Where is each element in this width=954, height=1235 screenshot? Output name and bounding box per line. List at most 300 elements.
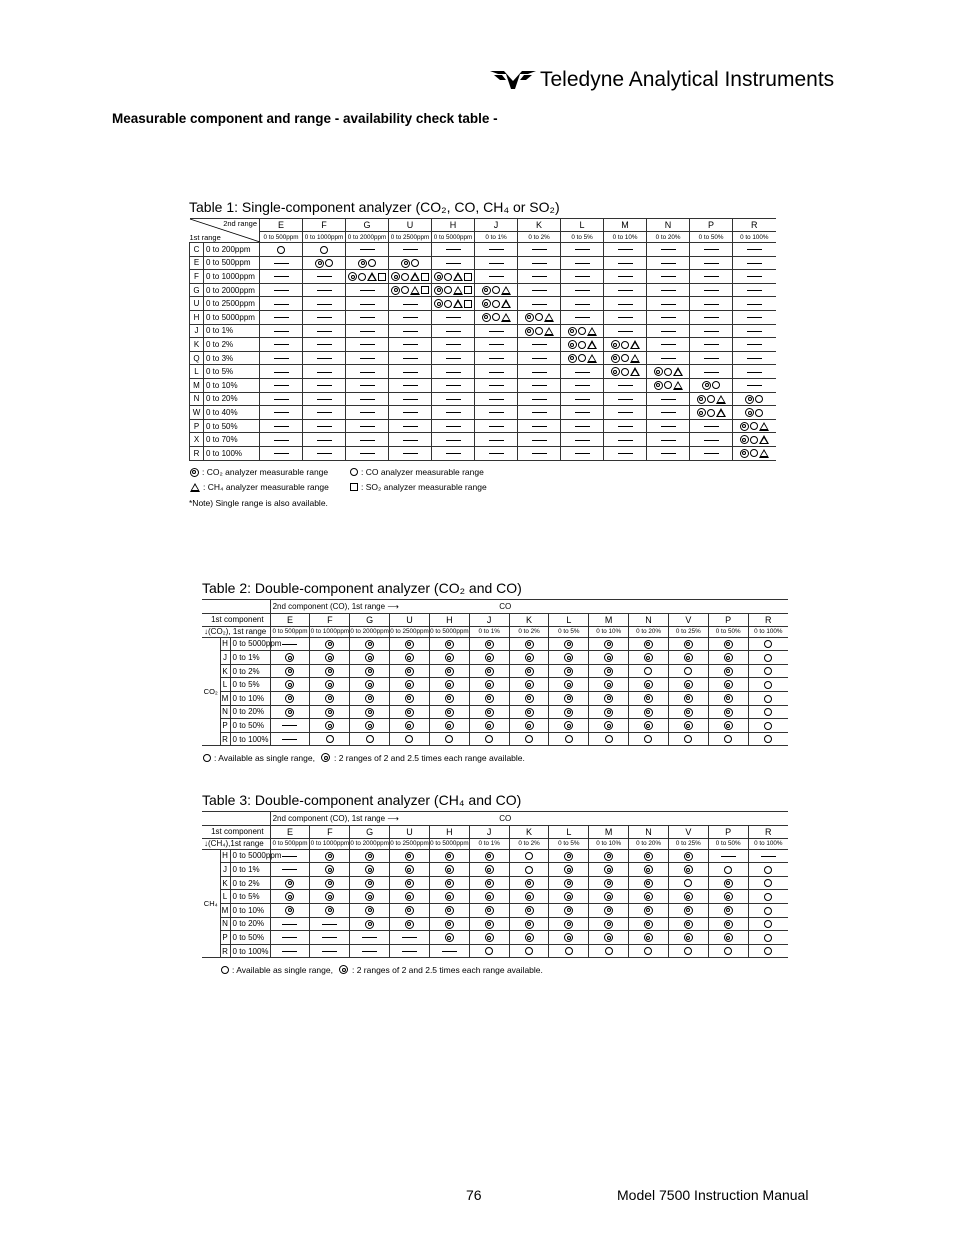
table3-row <box>202 944 788 958</box>
co2-symbol-icon <box>611 340 620 349</box>
table2-cell <box>390 664 430 678</box>
arrow-down-icon: ↓ <box>204 839 208 849</box>
co2-symbol-icon <box>525 708 534 717</box>
co2-symbol-icon <box>325 865 334 874</box>
table3-cell <box>270 944 310 958</box>
co2-symbol-icon <box>285 653 294 662</box>
ch4-symbol-icon <box>587 354 597 363</box>
dash-mark <box>532 249 547 250</box>
co-symbol-icon <box>764 866 772 874</box>
row-code: H <box>220 849 230 863</box>
dash-mark <box>747 358 762 359</box>
table3-cell <box>429 890 469 904</box>
row-range: 0 to 5% <box>204 365 260 379</box>
row-code: M <box>220 691 230 705</box>
co2-symbol-icon <box>740 422 749 431</box>
co2-symbol-icon <box>525 892 534 901</box>
dash-mark <box>446 385 461 386</box>
ch4-symbol-icon <box>759 449 769 458</box>
table3-cell <box>708 890 748 904</box>
co2-symbol-icon <box>365 680 374 689</box>
table3-cell <box>469 863 509 877</box>
table3-cell <box>350 876 390 890</box>
co2-symbol-icon <box>724 906 733 915</box>
table1-cell <box>604 297 647 311</box>
row-code: N <box>190 392 204 406</box>
table2-cell <box>668 732 708 746</box>
ch4-symbol-icon <box>544 313 554 322</box>
table3-cell <box>629 903 669 917</box>
table1-cell <box>346 338 389 352</box>
table1-cell <box>475 419 518 433</box>
dash-mark <box>403 440 418 441</box>
table2-cell <box>270 691 310 705</box>
table1-cell <box>260 419 303 433</box>
co-symbol-icon <box>565 735 573 743</box>
co-symbol-icon <box>578 327 586 335</box>
table2-col-code: U <box>390 613 430 626</box>
co2-symbol-icon <box>525 906 534 915</box>
table2-cell <box>708 678 748 692</box>
row-range: 0 to 500ppm <box>204 256 260 270</box>
co2-symbol-icon <box>285 680 294 689</box>
co2-symbol-icon <box>644 906 653 915</box>
table3-col-range: 0 to 100% <box>748 838 788 849</box>
table3-cell <box>390 890 430 904</box>
table3-col-code: V <box>668 825 708 838</box>
table1-cell <box>432 433 475 447</box>
table1-cell <box>690 324 733 338</box>
table2-col-range: 0 to 20% <box>629 626 669 637</box>
table1-cell <box>260 406 303 420</box>
co2-symbol-icon <box>485 852 494 861</box>
table3-col-range: 0 to 1000ppm <box>310 840 350 848</box>
table2-cell <box>509 637 549 651</box>
co2-symbol-icon <box>604 920 613 929</box>
table1-cell <box>432 378 475 392</box>
table3-cell <box>629 876 669 890</box>
table3-legend: : Available as single range, : 2 ranges of 2 and 2.5 times each range available. <box>202 962 788 977</box>
dash-mark <box>322 951 337 952</box>
dash-mark <box>575 453 590 454</box>
co2-symbol-icon <box>525 933 534 942</box>
co2-symbol-icon <box>445 640 454 649</box>
table3-cell <box>509 863 549 877</box>
row-code: J <box>190 324 204 338</box>
table2-cell <box>390 637 430 651</box>
co2-symbol-icon <box>445 906 454 915</box>
dash-mark <box>446 399 461 400</box>
co2-symbol-icon <box>564 920 573 929</box>
table1-cell <box>518 406 561 420</box>
table1-row <box>190 446 776 460</box>
co2-symbol-icon <box>485 721 494 730</box>
row-range: 0 to 5% <box>230 890 270 904</box>
dash-mark <box>489 440 504 441</box>
row-code: Q <box>190 351 204 365</box>
dash-mark <box>618 263 633 264</box>
table1-cell <box>690 297 733 311</box>
table3-cell <box>350 931 390 945</box>
table1-cell <box>690 351 733 365</box>
table2-col-code: J <box>469 613 509 626</box>
table1-col-code: U <box>389 219 432 232</box>
table3-cell <box>509 849 549 863</box>
co2-symbol-icon <box>644 708 653 717</box>
table1-cell <box>389 256 432 270</box>
table1-cell <box>604 283 647 297</box>
co-symbol-icon <box>664 368 672 376</box>
co-symbol-icon <box>525 735 533 743</box>
row-range: 0 to 50% <box>230 931 270 945</box>
table2-cell <box>549 664 589 678</box>
co2-symbol-icon <box>684 721 693 730</box>
co2-symbol-icon <box>391 272 400 281</box>
table2-cell <box>509 732 549 746</box>
table2-cell <box>668 664 708 678</box>
table1-cell <box>303 406 346 420</box>
table1-row <box>190 324 776 338</box>
dash-mark <box>446 412 461 413</box>
table1-cell <box>346 378 389 392</box>
table3-cell <box>748 890 788 904</box>
dash-mark <box>446 317 461 318</box>
table1-cell <box>389 324 432 338</box>
dash-mark <box>747 385 762 386</box>
table3-first-comp: 1st component <box>202 825 270 838</box>
table1-cell <box>561 419 604 433</box>
dash-mark <box>704 304 719 305</box>
co-symbol-icon <box>764 640 772 648</box>
table2-col-range: 0 to 5000ppm <box>430 628 469 636</box>
co2-symbol-icon <box>391 286 400 295</box>
table3-cell <box>350 849 390 863</box>
row-code: L <box>220 890 230 904</box>
dash-mark <box>489 453 504 454</box>
ch4-symbol-icon <box>367 272 377 281</box>
co-symbol-icon <box>366 735 374 743</box>
row-range: 0 to 2% <box>230 664 270 678</box>
table3-cell <box>668 849 708 863</box>
table3 <box>202 811 788 958</box>
table1-cell <box>647 392 690 406</box>
dash-mark <box>704 276 719 277</box>
co2-symbol-icon <box>684 653 693 662</box>
dash-mark <box>274 290 289 291</box>
dash-mark <box>575 412 590 413</box>
table3-cell <box>668 863 708 877</box>
table1-cell <box>561 283 604 297</box>
table2-col-code: M <box>589 613 629 626</box>
first-comp-range-label: (CO₂), 1st range <box>208 627 267 637</box>
row-code: R <box>220 732 230 746</box>
table1-cell <box>475 297 518 311</box>
table1-cell <box>733 270 776 284</box>
dash-mark <box>704 440 719 441</box>
table1-cell <box>303 392 346 406</box>
table1-col-code: E <box>260 219 303 232</box>
table1-cell <box>518 338 561 352</box>
table1-cell <box>733 392 776 406</box>
table1-cell <box>561 365 604 379</box>
co2-symbol-icon <box>564 708 573 717</box>
table1-row <box>190 297 776 311</box>
row-code: N <box>220 917 230 931</box>
dash-mark <box>282 644 297 645</box>
dash-mark <box>360 372 375 373</box>
dash-mark <box>661 399 676 400</box>
ch4-symbol-icon <box>410 286 420 295</box>
table1-row <box>190 243 776 257</box>
teledyne-logo-icon <box>490 69 536 91</box>
table2-container <box>202 580 788 765</box>
co2-symbol-icon <box>405 892 414 901</box>
co2-symbol-icon <box>654 381 663 390</box>
table3-first-comp-range <box>202 838 270 849</box>
table2-cell <box>589 664 629 678</box>
table3-cell <box>469 849 509 863</box>
row-range: 0 to 10% <box>230 691 270 705</box>
table3-cell <box>589 931 629 945</box>
co2-symbol-icon <box>365 879 374 888</box>
table1-cell <box>475 446 518 460</box>
co-symbol-icon <box>368 259 376 267</box>
table1-cell <box>733 324 776 338</box>
dash-mark <box>402 951 417 952</box>
legend-ch4: : CH₄ analyzer measurable range <box>189 482 349 492</box>
table3-cell <box>509 917 549 931</box>
table3-cell <box>668 890 708 904</box>
table1-cell <box>260 392 303 406</box>
table1-row <box>190 270 776 284</box>
dash-mark <box>360 399 375 400</box>
row-code: N <box>220 705 230 719</box>
table1-cell <box>346 310 389 324</box>
dash-mark <box>661 426 676 427</box>
table1-cell <box>690 378 733 392</box>
table3-cell <box>390 849 430 863</box>
ch4-symbol-icon <box>673 381 683 390</box>
page-header <box>490 64 834 96</box>
table1-cell <box>432 297 475 311</box>
dash-mark <box>360 344 375 345</box>
co2-symbol-icon <box>485 708 494 717</box>
dash-mark <box>532 412 547 413</box>
table2-cell <box>629 732 669 746</box>
table3-col-code: M <box>589 825 629 838</box>
table2-cell <box>748 719 788 733</box>
table1-cell <box>475 270 518 284</box>
table1-col-code: R <box>733 219 776 232</box>
co2-symbol-icon <box>315 259 324 268</box>
dash-mark <box>489 426 504 427</box>
table2-cell <box>748 651 788 665</box>
table1-row <box>190 283 776 297</box>
table3-cell <box>509 876 549 890</box>
table2-cell <box>429 637 469 651</box>
table1-cell <box>604 310 647 324</box>
table3-cell <box>350 944 390 958</box>
table3-cell <box>708 917 748 931</box>
ch4-symbol-icon <box>501 299 511 308</box>
dash-mark <box>360 412 375 413</box>
table3-col-code: H <box>429 825 469 838</box>
table1-cell <box>346 446 389 460</box>
dash-mark <box>575 440 590 441</box>
row-code: R <box>220 944 230 958</box>
corner-1st-range: 1st range <box>189 233 221 242</box>
table1-cell <box>303 351 346 365</box>
table1 <box>189 218 776 461</box>
double-range-icon <box>339 965 348 974</box>
table2-cell <box>629 705 669 719</box>
table1-cell <box>733 297 776 311</box>
table1-row <box>190 419 776 433</box>
dash-mark <box>403 304 418 305</box>
dash-mark <box>661 412 676 413</box>
co2-symbol-icon <box>724 667 733 676</box>
co2-symbol-icon <box>525 667 534 676</box>
table1-cell <box>475 283 518 297</box>
dash-mark <box>575 290 590 291</box>
table1-col-range: 0 to 500ppm <box>260 232 303 243</box>
co-symbol-icon <box>684 667 692 675</box>
table1-col-code: K <box>518 219 561 232</box>
co2-symbol-icon <box>697 395 706 404</box>
table1-cell <box>475 351 518 365</box>
table1-cell <box>260 243 303 257</box>
dash-mark <box>532 453 547 454</box>
table3-cell <box>429 903 469 917</box>
table2-cell <box>350 719 390 733</box>
co2-symbol-icon <box>654 367 663 376</box>
table1-cell <box>518 446 561 460</box>
dash-mark <box>403 426 418 427</box>
row-range: 0 to 20% <box>230 917 270 931</box>
table1-cell <box>647 338 690 352</box>
table2-cell <box>549 719 589 733</box>
corner-2nd-range: 2nd range <box>223 219 257 228</box>
table1-col-code: F <box>303 219 346 232</box>
table1-cell <box>604 378 647 392</box>
co-symbol-icon <box>565 947 573 955</box>
co-symbol-icon <box>621 368 629 376</box>
dash-mark <box>274 412 289 413</box>
co2-symbol-icon <box>365 708 374 717</box>
table3-cell <box>429 876 469 890</box>
table3-cell <box>708 931 748 945</box>
co2-symbol-icon <box>564 906 573 915</box>
table1-cell <box>260 378 303 392</box>
table3-col-code: R <box>748 825 788 838</box>
table2-cell <box>589 651 629 665</box>
table2-cell <box>748 705 788 719</box>
co2-symbol-icon <box>604 680 613 689</box>
table2-cell <box>668 691 708 705</box>
dash-mark <box>403 399 418 400</box>
dash-mark <box>317 290 332 291</box>
table1-container <box>189 199 776 508</box>
co2-symbol-icon <box>740 435 749 444</box>
table3-cell <box>549 931 589 945</box>
dash-mark <box>317 385 332 386</box>
table2-col-range: 0 to 100% <box>748 626 788 637</box>
table3-cell <box>549 863 589 877</box>
dash-mark <box>317 426 332 427</box>
table1-cell <box>475 310 518 324</box>
table1-cell <box>389 446 432 460</box>
table1-cell <box>475 433 518 447</box>
table1-row <box>190 406 776 420</box>
row-code: U <box>190 297 204 311</box>
table3-cell <box>429 917 469 931</box>
table3-cell <box>350 903 390 917</box>
table3-cell <box>469 890 509 904</box>
co2-symbol-icon <box>525 879 534 888</box>
co2-symbol-icon <box>285 892 294 901</box>
co2-symbol-icon <box>445 653 454 662</box>
table2-corner-top <box>202 600 270 614</box>
dash-mark <box>747 263 762 264</box>
dash-mark <box>274 440 289 441</box>
dash-mark <box>274 399 289 400</box>
co2-symbol-icon <box>485 865 494 874</box>
dash-mark <box>618 426 633 427</box>
dash-mark <box>704 372 719 373</box>
table1-col-range: 0 to 2500ppm <box>389 232 432 243</box>
co2-symbol-icon <box>724 653 733 662</box>
table2-cell <box>748 732 788 746</box>
co-symbol-icon <box>578 341 586 349</box>
ch4-symbol-icon <box>759 435 769 444</box>
section-title: Measurable component and range - availability check table - <box>112 111 498 126</box>
dash-mark <box>446 440 461 441</box>
table1-cell <box>389 283 432 297</box>
table2-row <box>202 637 788 651</box>
dash-mark <box>442 951 457 952</box>
table3-cell <box>748 917 788 931</box>
table2-cell <box>549 705 589 719</box>
table3-cell <box>589 863 629 877</box>
row-code: H <box>190 310 204 324</box>
table3-cell <box>390 863 430 877</box>
table2-row <box>202 719 788 733</box>
arrow-down-icon: ↓ <box>204 627 208 637</box>
dash-mark <box>317 440 332 441</box>
table1-cell <box>561 351 604 365</box>
table1-cell <box>561 378 604 392</box>
row-range: 0 to 20% <box>230 705 270 719</box>
table1-cell <box>303 446 346 460</box>
dash-mark <box>532 304 547 305</box>
dash-mark <box>575 263 590 264</box>
dash-mark <box>317 399 332 400</box>
co-symbol-icon <box>621 354 629 362</box>
co2-symbol-icon <box>644 640 653 649</box>
table2-cell <box>509 678 549 692</box>
table1-cell <box>518 433 561 447</box>
row-code: L <box>220 678 230 692</box>
table1-cell <box>432 270 475 284</box>
row-code: X <box>190 433 204 447</box>
table1-cell <box>561 392 604 406</box>
table1-cell <box>432 406 475 420</box>
co-symbol-icon <box>644 947 652 955</box>
table2-cell <box>708 664 748 678</box>
dash-mark <box>747 331 762 332</box>
co2-symbol-icon <box>702 381 711 390</box>
table3-col-code: K <box>509 825 549 838</box>
